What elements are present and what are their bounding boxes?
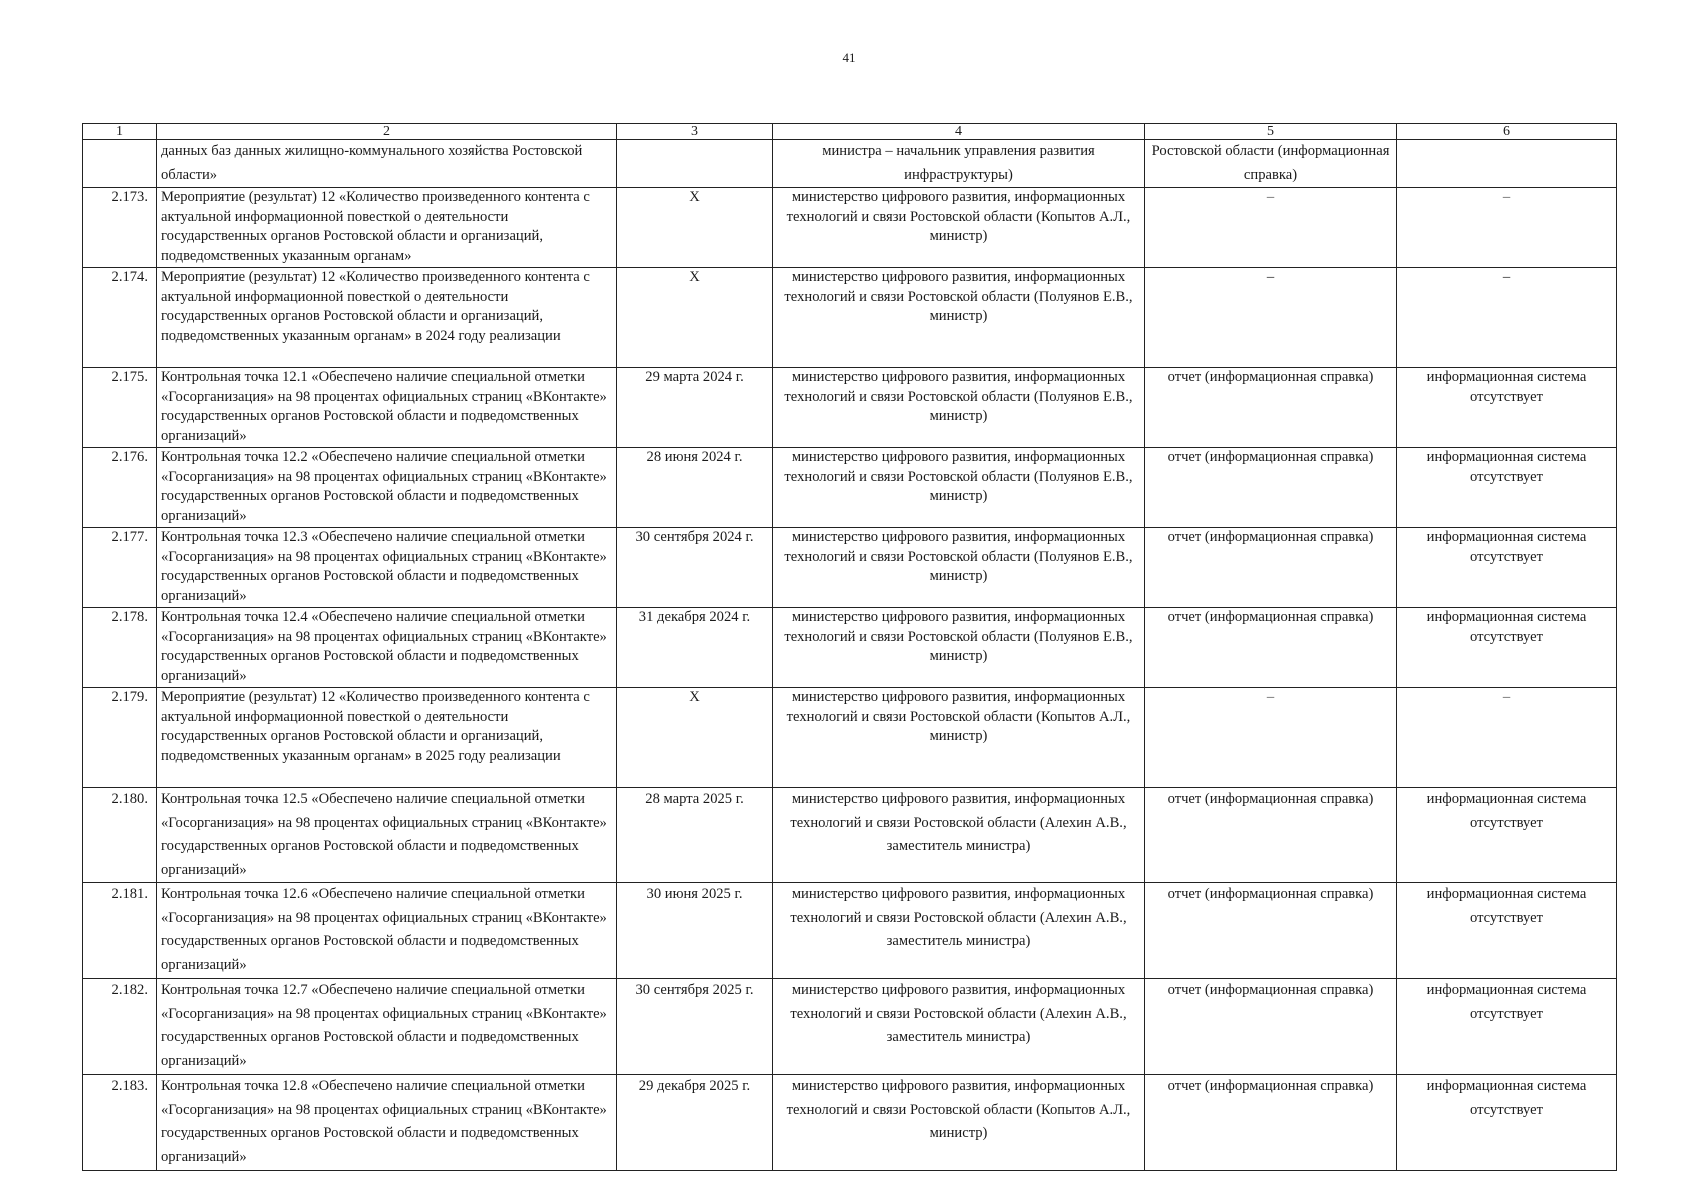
row-document: – <box>1145 688 1397 788</box>
row-number: 2.180. <box>83 788 157 883</box>
row-name: Контрольная точка 12.1 «Обеспечено наличие специальной отметки «Госорганизация» на 98 процентах официальных страниц «ВКонтакте» государственных органов Ростовской области и подведомственных организаций» <box>157 368 617 448</box>
row-name: данных баз данных жилищно-коммунального хозяйства Ростовской области» <box>157 140 617 188</box>
column-number: 6 <box>1397 124 1617 140</box>
row-info-system: – <box>1397 268 1617 368</box>
row-date <box>617 140 773 188</box>
row-date: 31 декабря 2024 г. <box>617 608 773 688</box>
row-responsible: министерство цифрового развития, информационных технологий и связи Ростовской области (Копытов А.Л., министр) <box>773 188 1145 268</box>
row-name: Мероприятие (результат) 12 «Количество произведенного контента с актуальной информационной повесткой о деятельности государственных органов Ростовской области и организаций, подведомственных указанным органам» в 2024 году реализации <box>157 268 617 368</box>
row-info-system: информационная система отсутствует <box>1397 883 1617 979</box>
row-date: 28 июня 2024 г. <box>617 448 773 528</box>
row-name: Контрольная точка 12.6 «Обеспечено наличие специальной отметки «Госорганизация» на 98 процентах официальных страниц «ВКонтакте» государственных органов Ростовской области и подведомственных организаций» <box>157 883 617 979</box>
row-number: 2.177. <box>83 528 157 608</box>
row-number: 2.181. <box>83 883 157 979</box>
row-name: Контрольная точка 12.2 «Обеспечено наличие специальной отметки «Госорганизация» на 98 процентах официальных страниц «ВКонтакте» государственных органов Ростовской области и подведомственных организаций» <box>157 448 617 528</box>
row-info-system: информационная система отсутствует <box>1397 979 1617 1075</box>
table-row <box>83 788 1617 883</box>
row-number: 2.176. <box>83 448 157 528</box>
row-name: Контрольная точка 12.7 «Обеспечено наличие специальной отметки «Госорганизация» на 98 процентах официальных страниц «ВКонтакте» государственных органов Ростовской области и подведомственных организаций» <box>157 979 617 1075</box>
column-number: 3 <box>617 124 773 140</box>
column-number: 5 <box>1145 124 1397 140</box>
row-info-system: информационная система отсутствует <box>1397 528 1617 608</box>
table-row <box>83 608 1617 688</box>
row-name: Контрольная точка 12.3 «Обеспечено наличие специальной отметки «Госорганизация» на 98 процентах официальных страниц «ВКонтакте» государственных органов Ростовской области и подведомственных организаций» <box>157 528 617 608</box>
table-row <box>83 1075 1617 1171</box>
row-document: – <box>1145 188 1397 268</box>
row-responsible: министерство цифрового развития, информационных технологий и связи Ростовской области (Полуянов Е.В., министр) <box>773 268 1145 368</box>
row-document: отчет (информационная справка) <box>1145 368 1397 448</box>
row-responsible: министерство цифрового развития, информационных технологий и связи Ростовской области (Копытов А.Л., министр) <box>773 1075 1145 1171</box>
row-responsible: министерство цифрового развития, информационных технологий и связи Ростовской области (Полуянов Е.В., министр) <box>773 368 1145 448</box>
row-info-system: информационная система отсутствует <box>1397 448 1617 528</box>
row-document: – <box>1145 268 1397 368</box>
row-info-system: – <box>1397 188 1617 268</box>
row-responsible: министерство цифрового развития, информационных технологий и связи Ростовской области (Полуянов Е.В., министр) <box>773 528 1145 608</box>
row-number: 2.183. <box>83 1075 157 1171</box>
table-row <box>83 188 1617 268</box>
row-responsible: министерство цифрового развития, информационных технологий и связи Ростовской области (Алехин А.В., заместитель министра) <box>773 788 1145 883</box>
row-document: Ростовской области (информационная справка) <box>1145 140 1397 188</box>
row-date: Х <box>617 688 773 788</box>
row-document: отчет (информационная справка) <box>1145 788 1397 883</box>
row-document: отчет (информационная справка) <box>1145 448 1397 528</box>
row-document: отчет (информационная справка) <box>1145 1075 1397 1171</box>
row-info-system: информационная система отсутствует <box>1397 1075 1617 1171</box>
row-date: Х <box>617 188 773 268</box>
row-info-system: – <box>1397 688 1617 788</box>
row-number: 2.174. <box>83 268 157 368</box>
row-date: 28 марта 2025 г. <box>617 788 773 883</box>
row-date: 30 сентября 2024 г. <box>617 528 773 608</box>
row-responsible: министерство цифрового развития, информационных технологий и связи Ростовской области (Копытов А.Л., министр) <box>773 688 1145 788</box>
row-info-system: информационная система отсутствует <box>1397 368 1617 448</box>
column-number-row <box>83 124 1617 140</box>
row-number <box>83 140 157 188</box>
row-number: 2.178. <box>83 608 157 688</box>
table-row <box>83 268 1617 368</box>
row-name: Мероприятие (результат) 12 «Количество произведенного контента с актуальной информационной повесткой о деятельности государственных органов Ростовской области и организаций, подведомственных указанным органам» в 2025 году реализации <box>157 688 617 788</box>
column-number: 1 <box>83 124 157 140</box>
row-info-system: информационная система отсутствует <box>1397 788 1617 883</box>
row-info-system: информационная система отсутствует <box>1397 608 1617 688</box>
row-responsible: министра – начальник управления развития инфраструктуры) <box>773 140 1145 188</box>
plan-table <box>82 123 1617 1171</box>
column-number: 2 <box>157 124 617 140</box>
row-responsible: министерство цифрового развития, информационных технологий и связи Ростовской области (Алехин А.В., заместитель министра) <box>773 979 1145 1075</box>
row-number: 2.175. <box>83 368 157 448</box>
row-name: Мероприятие (результат) 12 «Количество произведенного контента с актуальной информационной повесткой о деятельности государственных органов Ростовской области и организаций, подведомственных указанным органам» <box>157 188 617 268</box>
row-responsible: министерство цифрового развития, информационных технологий и связи Ростовской области (Полуянов Е.В., министр) <box>773 608 1145 688</box>
row-date: 30 сентября 2025 г. <box>617 979 773 1075</box>
row-document: отчет (информационная справка) <box>1145 979 1397 1075</box>
row-name: Контрольная точка 12.5 «Обеспечено наличие специальной отметки «Госорганизация» на 98 процентах официальных страниц «ВКонтакте» государственных органов Ростовской области и подведомственных организаций» <box>157 788 617 883</box>
table-row <box>83 448 1617 528</box>
row-date: 30 июня 2025 г. <box>617 883 773 979</box>
row-date: Х <box>617 268 773 368</box>
table-row <box>83 528 1617 608</box>
table-row <box>83 368 1617 448</box>
table-row <box>83 688 1617 788</box>
page-number: 41 <box>842 50 856 65</box>
row-document: отчет (информационная справка) <box>1145 528 1397 608</box>
row-name: Контрольная точка 12.4 «Обеспечено наличие специальной отметки «Госорганизация» на 98 процентах официальных страниц «ВКонтакте» государственных органов Ростовской области и подведомственных организаций» <box>157 608 617 688</box>
row-responsible: министерство цифрового развития, информационных технологий и связи Ростовской области (Полуянов Е.В., министр) <box>773 448 1145 528</box>
row-document: отчет (информационная справка) <box>1145 608 1397 688</box>
column-number: 4 <box>773 124 1145 140</box>
row-number: 2.182. <box>83 979 157 1075</box>
row-number: 2.179. <box>83 688 157 788</box>
row-responsible: министерство цифрового развития, информационных технологий и связи Ростовской области (Алехин А.В., заместитель министра) <box>773 883 1145 979</box>
row-name: Контрольная точка 12.8 «Обеспечено наличие специальной отметки «Госорганизация» на 98 процентах официальных страниц «ВКонтакте» государственных органов Ростовской области и подведомственных организаций» <box>157 1075 617 1171</box>
row-number: 2.173. <box>83 188 157 268</box>
table-row <box>83 140 1617 188</box>
row-info-system <box>1397 140 1617 188</box>
table-row <box>83 979 1617 1075</box>
table-row <box>83 883 1617 979</box>
row-date: 29 марта 2024 г. <box>617 368 773 448</box>
row-date: 29 декабря 2025 г. <box>617 1075 773 1171</box>
row-document: отчет (информационная справка) <box>1145 883 1397 979</box>
